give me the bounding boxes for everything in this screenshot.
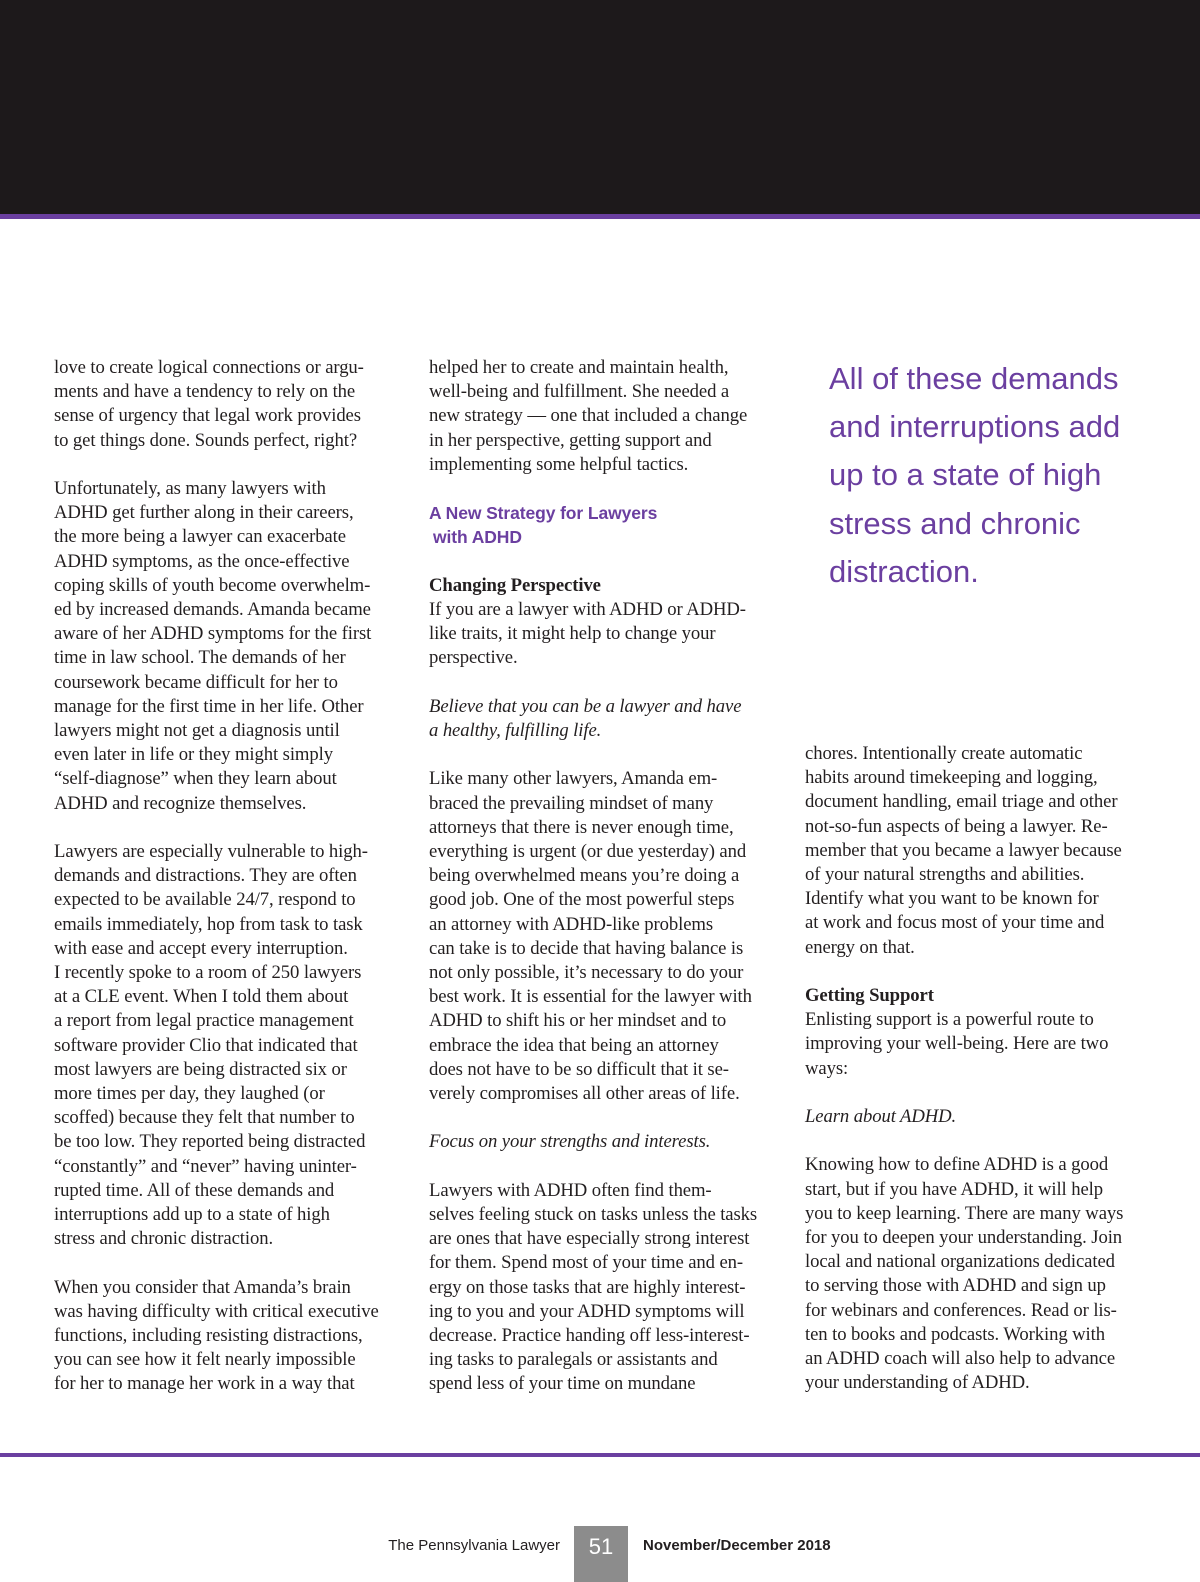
paragraph (805, 1008, 1150, 1081)
text-line: chores. Intentionally create automatic (805, 743, 1083, 764)
text-line: the more being a lawyer can exacerbate (54, 526, 346, 548)
text-line: “self-diagnose” when they learn about (54, 768, 337, 790)
text-line: When you consider that Amanda’s brain (54, 1276, 351, 1298)
text-line: and interruptions add (829, 409, 1121, 445)
paragraph (429, 598, 774, 671)
section-heading-getting-support: Getting Support (805, 985, 934, 1007)
issue-date: November/December 2018 (643, 1537, 831, 1554)
publication-name: The Pennsylvania Lawyer (388, 1537, 560, 1554)
italic-tip (429, 695, 774, 743)
text-line: at work and focus most of your time and (805, 912, 1105, 934)
text-line: ed by increased demands. Amanda became (54, 599, 371, 621)
header-band (0, 0, 1200, 219)
text-line: to get things done. Sounds perfect, right? (54, 429, 358, 451)
italic-tip: Learn about ADHD. (805, 1106, 957, 1128)
text-line: can take is to decide that having balance is (429, 937, 744, 959)
text-line: ADHD to shift his or her mindset and to (429, 1010, 727, 1032)
text-line: well-being and fulfillment. She needed a (429, 381, 730, 403)
column-1 (54, 356, 400, 1397)
section-heading-changing-perspective: Changing Perspective (429, 574, 601, 596)
page-footer (0, 1526, 1200, 1582)
paragraph (805, 742, 1150, 960)
text-line: an attorney with ADHD-like problems (429, 913, 714, 935)
footer-rule (0, 1453, 1200, 1457)
text-line: new strategy — one that included a change (429, 405, 748, 427)
text-line: lawyers might not get a diagnosis until (54, 720, 340, 742)
text-line: verely compromises all other areas of life. (429, 1083, 740, 1105)
text-line: helped her to create and maintain health, (429, 357, 729, 378)
text-line: improving your well-being. Here are two (805, 1033, 1109, 1055)
text-line: scoffed) because they felt that number to (54, 1107, 355, 1129)
text-line: stress and chronic (829, 505, 1081, 541)
text-line: aware of her ADHD symptoms for the first (54, 623, 372, 645)
text-line: decrease. Practice handing off less-interest- (429, 1325, 750, 1347)
text-line: attorneys that there is never enough time, (429, 816, 734, 838)
paragraph (805, 1153, 1150, 1395)
text-line: an ADHD coach will also help to advance (805, 1348, 1116, 1370)
text-line: for you to deepen your understanding. Join (805, 1227, 1123, 1249)
text-line: document handling, email triage and other (805, 791, 1118, 813)
text-line: not only possible, it’s necessary to do your (429, 962, 744, 984)
text-line: coping skills of youth become overwhelm- (54, 574, 371, 596)
text-line: If you are a lawyer with ADHD or ADHD- (429, 599, 746, 620)
pull-quote (829, 355, 1174, 596)
text-line: implementing some helpful tactics. (429, 453, 689, 475)
text-line: manage for the first time in her life. Other (54, 695, 364, 717)
text-line: does not have to be so difficult that it se- (429, 1058, 729, 1080)
text-line: ing tasks to paralegals or assistants and (429, 1349, 718, 1371)
column-3 (805, 742, 1150, 1395)
paragraph (54, 477, 400, 816)
text-line: more times per day, they laughed (or (54, 1083, 325, 1105)
text-line: Lawyers with ADHD often find them- (429, 1179, 712, 1201)
text-line: best work. It is essential for the lawyer with (429, 986, 752, 1008)
text-line: spend less of your time on mundane (429, 1373, 696, 1395)
text-line: coursework became difficult for her to (54, 671, 338, 693)
text-line: love to create logical connections or argu- (54, 357, 364, 378)
text-line: Enlisting support is a powerful route to (805, 1009, 1094, 1031)
text-line: start, but if you have ADHD, it will help (805, 1178, 1103, 1200)
text-line: most lawyers are being distracted six or (54, 1058, 347, 1080)
text-line: at a CLE event. When I told them about (54, 986, 349, 1008)
text-line: Lawyers are especially vulnerable to high- (54, 841, 368, 863)
text-line: functions, including resisting distractions, (54, 1325, 363, 1347)
text-line: good job. One of the most powerful steps (429, 889, 735, 911)
text-line: Believe that you can be a lawyer and have (429, 695, 742, 717)
section-subheading (429, 501, 774, 549)
italic-tip: Focus on your strengths and interests. (429, 1131, 711, 1153)
column-2 (429, 356, 774, 1397)
text-line: up to a state of high (829, 457, 1102, 493)
text-line: was having difficulty with critical executive (54, 1300, 379, 1322)
text-line: braced the prevailing mindset of many (429, 792, 714, 814)
text-line: demands and distractions. They are often (54, 865, 357, 887)
text-line: for them. Spend most of your time and en- (429, 1252, 744, 1274)
text-line: a report from legal practice management (54, 1010, 354, 1032)
text-line: Like many other lawyers, Amanda em- (429, 768, 718, 790)
subheading-line: with ADHD (433, 527, 522, 548)
text-line: you can see how it felt nearly impossible (54, 1349, 356, 1371)
text-line: stress and chronic distraction. (54, 1228, 274, 1250)
text-line: ments and have a tendency to rely on the (54, 381, 356, 403)
text-line: for webinars and conferences. Read or lis- (805, 1299, 1117, 1321)
text-line: you to keep learning. There are many ways (805, 1202, 1124, 1224)
text-line: for her to manage her work in a way that (54, 1373, 355, 1395)
text-line: in her perspective, getting support and (429, 429, 712, 451)
text-line: ADHD symptoms, as the once-effective (54, 550, 350, 572)
text-line: Unfortunately, as many lawyers with (54, 478, 326, 499)
text-line: your understanding of ADHD. (805, 1372, 1030, 1394)
paragraph (54, 1276, 400, 1397)
text-line: ergy on those tasks that are highly interest- (429, 1276, 746, 1298)
text-line: perspective. (429, 647, 518, 669)
text-line: ADHD get further along in their careers, (54, 502, 354, 524)
text-line: Knowing how to define ADHD is a good (805, 1154, 1109, 1176)
paragraph (429, 1179, 774, 1397)
text-line: Identify what you want to be known for (805, 888, 1099, 910)
text-line: ten to books and podcasts. Working with (805, 1323, 1105, 1345)
paragraph (54, 840, 400, 1251)
paragraph (429, 356, 774, 477)
paragraph (54, 356, 400, 453)
text-line: everything is urgent (or due yesterday) and (429, 841, 747, 862)
text-line: software provider Clio that indicated that (54, 1034, 358, 1056)
text-line: I recently spoke to a room of 250 lawyers (54, 962, 362, 984)
subheading-line: A New Strategy for Lawyers (429, 503, 658, 524)
text-line: sense of urgency that legal work provides (54, 405, 361, 427)
text-line: expected to be available 24/7, respond to (54, 889, 356, 911)
text-line: be too low. They reported being distracted (54, 1131, 366, 1153)
text-line: energy on that. (805, 936, 915, 958)
text-line: All of these demands (829, 361, 1119, 396)
page-number: 51 (574, 1526, 628, 1582)
text-line: member that you became a lawyer because (805, 839, 1122, 861)
text-line: ing to you and your ADHD symptoms will (429, 1300, 745, 1322)
text-line: emails immediately, hop from task to task (54, 913, 363, 935)
text-line: being overwhelmed means you’re doing a (429, 865, 740, 887)
text-line: distraction. (829, 553, 979, 589)
text-line: are ones that have especially strong interest (429, 1228, 750, 1250)
text-line: embrace the idea that being an attorney (429, 1034, 719, 1056)
text-line: not-so-fun aspects of being a lawyer. Re- (805, 815, 1108, 837)
text-line: like traits, it might help to change your (429, 623, 716, 645)
text-line: with ease and accept every interruption. (54, 937, 348, 959)
text-line: time in law school. The demands of her (54, 647, 346, 669)
text-line: ADHD and recognize themselves. (54, 792, 307, 814)
text-line: local and national organizations dedicated (805, 1251, 1115, 1273)
text-line: rupted time. All of these demands and (54, 1179, 335, 1201)
text-line: habits around timekeeping and logging, (805, 767, 1098, 789)
text-line: ways: (805, 1057, 849, 1079)
text-line: interruptions add up to a state of high (54, 1204, 330, 1226)
text-line: selves feeling stuck on tasks unless the tasks (429, 1204, 758, 1226)
paragraph (429, 767, 774, 1106)
text-line: of your natural strengths and abilities. (805, 864, 1085, 886)
text-line: “constantly” and “never” having uninter- (54, 1155, 357, 1177)
text-line: a healthy, fulfilling life. (429, 720, 602, 741)
text-line: even later in life or they might simply (54, 744, 333, 766)
text-line: to serving those with ADHD and sign up (805, 1275, 1106, 1297)
